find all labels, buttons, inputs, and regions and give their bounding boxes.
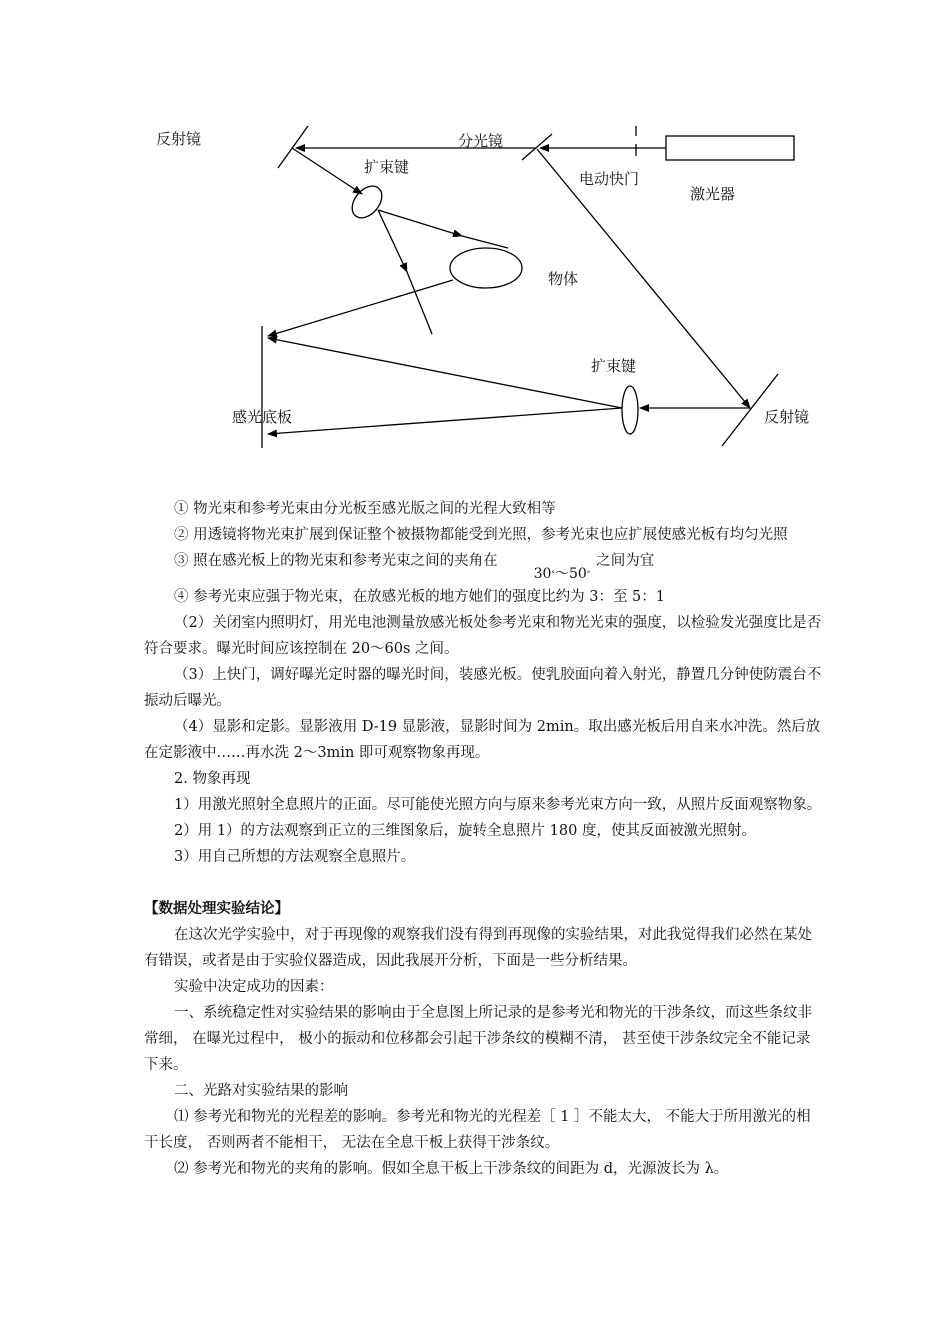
label-mirror-top: 反射镜 xyxy=(156,130,202,148)
note-4: ④ 参考光束应强于物光束，在放感光板的地方她们的强度比约为 3：至 5：1 xyxy=(174,589,666,605)
bottom-expander xyxy=(622,386,638,434)
document-body xyxy=(144,496,824,1182)
conclusion-p1: 在这次光学实验中，对于再现像的观察我们没有得到再现像的实验结果，对此我觉得我们必然在某处有错误，或者是由于实验仪器造成，因此我展开分析，下面是一些分析结果。 xyxy=(144,927,812,969)
step-4: （4）显影和定影。显影液用 D-19 显影液，显影时间为 2min。取出感光板后用自来水冲洗。然后放在定影液中……再水洗 2～3min 即可观察物象再现。 xyxy=(144,719,821,761)
conclusion-p3: 一、系统稳定性对实验结果的影响由于全息图上所记录的是参考光和物光的干涉条纹，而这些条纹非常细， 在曝光过程中， 极小的振动和位移都会引起干涉条纹的模糊不清， 甚至使干涉条纹完全不能记录下来。 xyxy=(144,1005,812,1073)
reconstruction-1: 1）用激光照射全息照片的正面。尽可能使光照方向与原来参考光束方向一致，从照片反面观察物象。 xyxy=(174,797,822,813)
holography-setup-diagram xyxy=(0,0,950,470)
reconstruction-2: 2）用 1）的方法观察到正立的三维图象后，旋转全息照片 180 度，使其反面被激光照射。 xyxy=(174,823,756,839)
reconstruction-3: 3）用自己所想的方法观察全息照片。 xyxy=(174,849,416,865)
object xyxy=(450,248,522,288)
laser-box xyxy=(666,136,794,160)
beam-splitter xyxy=(522,134,552,160)
angle-range: 30°～50° xyxy=(533,566,591,582)
note-3-before: ③ 照在感光板上的物光束和参考光束之间的夹角在 xyxy=(174,553,498,569)
conclusion-p5: ⑴ 参考光和物光的光程差的影响。参考光和物光的光程差［ 1 ］不能太大， 不能大于所用激光的相干长度， 否则两者不能相干， 无法在全息干板上获得干涉条纹。 xyxy=(144,1109,811,1151)
step-2: （2）关闭室内照明灯，用光电池测量放感光板处参考光束和物光光束的强度，以检验发光强度比是否符合要求。曝光时间应该控制在 20～60s 之间。 xyxy=(144,615,822,657)
note-2: ② 用透镜将物光束扩展到保证整个被摄物都能受到光照，参考光束也应扩展使感光板有均匀光照 xyxy=(174,527,788,543)
note-3-after: 之间为宜 xyxy=(596,553,655,569)
label-object: 物体 xyxy=(548,270,579,288)
label-shutter: 电动快门 xyxy=(579,170,640,188)
step-3: （3）上快门，调好曝光定时器的曝光时间，装感光板。使乳胶面向着入射光，静置几分钟使防震台不振动后曝光。 xyxy=(144,667,822,709)
conclusion-p2: 实验中决定成功的因素： xyxy=(174,979,334,995)
conclusion-heading: 【数据处理实验结论】 xyxy=(144,900,289,917)
note-3 xyxy=(144,548,824,582)
conclusion-p4: 二、光路对实验结果的影响 xyxy=(174,1083,348,1099)
conclusion-p6: ⑵ 参考光和物光的夹角的影响。假如全息干板上干涉条纹的间距为 d，光源波长为 λ。 xyxy=(174,1161,729,1177)
label-beam-splitter: 分光镜 xyxy=(458,132,504,150)
section-reconstruction: 2. 物象再现 xyxy=(174,771,251,787)
label-expander-bottom: 扩束键 xyxy=(591,357,637,375)
label-expander-top: 扩束键 xyxy=(364,158,410,176)
label-plate: 感光底板 xyxy=(232,408,293,426)
top-mirror xyxy=(278,126,308,168)
label-mirror-bottom: 反射镜 xyxy=(764,408,810,426)
label-laser: 激光器 xyxy=(690,185,736,203)
note-1: ① 物光束和参考光束由分光板至感光版之间的光程大致相等 xyxy=(174,501,556,517)
